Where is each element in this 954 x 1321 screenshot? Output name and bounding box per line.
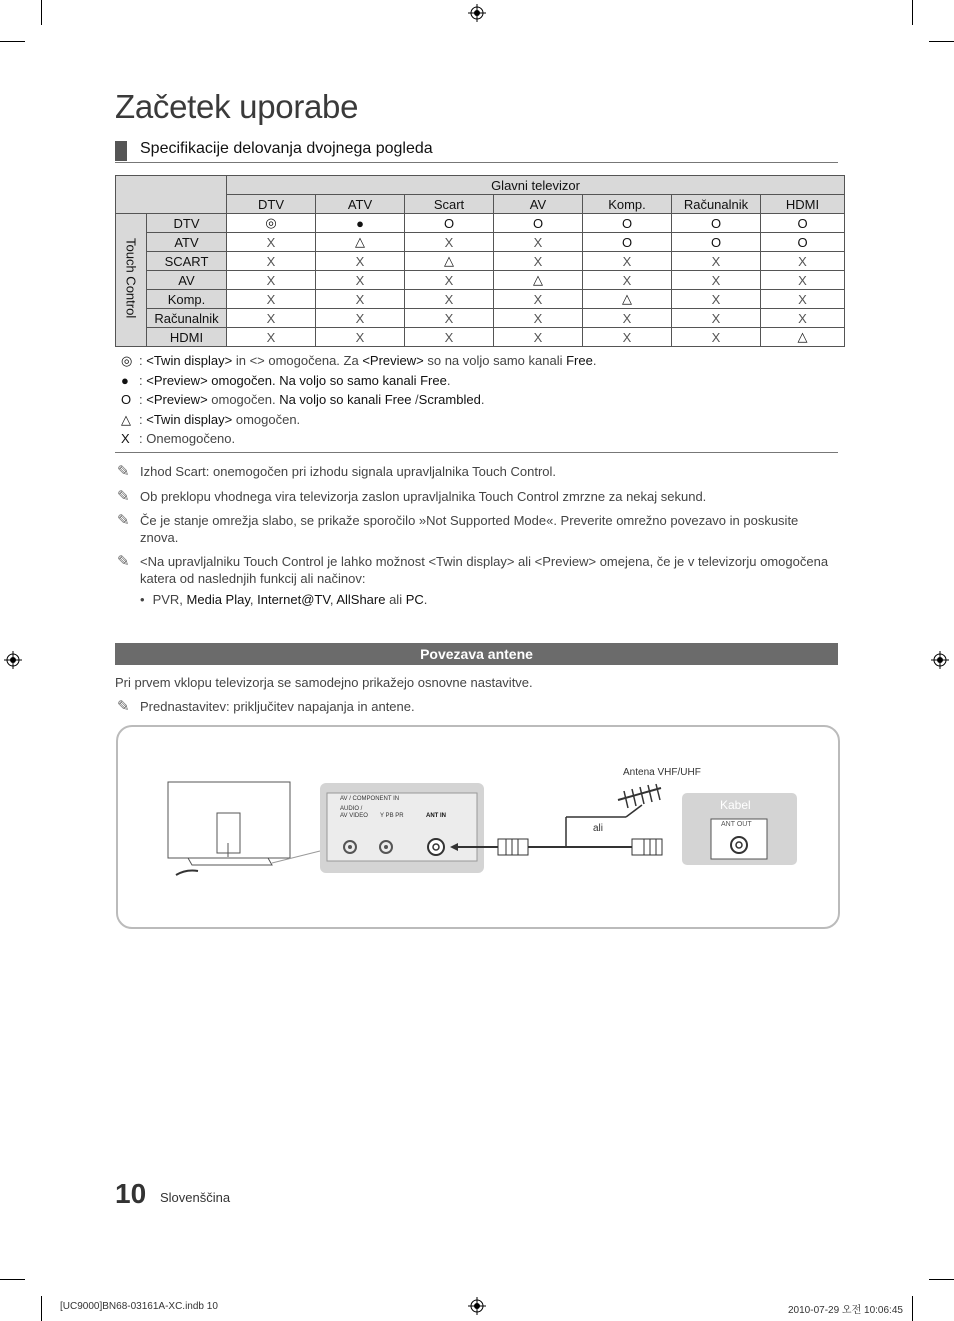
legend-item (121, 392, 484, 407)
crop-mark (912, 1296, 913, 1321)
legend-text: <Preview> (362, 353, 424, 368)
table-cell: △ (494, 271, 583, 290)
pencil-note-icon: ✎ (117, 488, 130, 505)
table-cell: X (316, 271, 405, 290)
table-cell: O (583, 214, 672, 233)
legend-text: <Preview> (146, 372, 208, 388)
table-corner (116, 176, 227, 214)
table-cell: X (672, 271, 761, 290)
crosshair-registration-icon (931, 651, 949, 669)
panel-audio-label: AUDIO / (340, 806, 363, 812)
legend-text: <Preview> (146, 392, 208, 407)
bullet-text: , (329, 592, 337, 607)
bullet-text: . (423, 592, 428, 607)
table-cell: ◎ (227, 214, 316, 233)
table-cell: X (227, 271, 316, 290)
legend-text: omogočen. Na voljo so samo kanali (207, 372, 421, 388)
legend-text: : (139, 372, 147, 388)
bullet-text: , (249, 592, 258, 607)
legend-text: / (411, 392, 419, 407)
table-cell: X (494, 309, 583, 328)
table-cell: X (405, 271, 494, 290)
legend-item (121, 412, 300, 428)
pencil-note-icon: ✎ (117, 553, 130, 570)
language-label: Slovenščina (160, 1190, 231, 1205)
table-cell: O (761, 214, 845, 233)
row-header: Računalnik (147, 309, 227, 328)
legend-text: Free (566, 353, 593, 368)
table-cell: X (494, 252, 583, 271)
legend-text: : (139, 353, 147, 368)
bullet-text: PC (405, 592, 424, 607)
legend-symbol: ● (121, 372, 129, 388)
or-label: ali (593, 823, 604, 834)
table-cell: X (227, 309, 316, 328)
page-number: 10 (115, 1178, 147, 1209)
legend-text: Scrambled (418, 392, 481, 407)
table-cell: O (761, 233, 845, 252)
table-cell: X (227, 290, 316, 309)
bullet-text: Internet@TV (257, 592, 330, 607)
pencil-note-icon: ✎ (117, 463, 130, 480)
legend-item (121, 373, 450, 388)
legend-item (121, 431, 235, 446)
table-cell: △ (583, 290, 672, 309)
footer-timestamp: 2010-07-29 오전 10:06:45 (788, 1305, 903, 1316)
footer-file-info: [UC9000]BN68-03161A-XC.indb 10 (60, 1301, 218, 1312)
legend-text: . (446, 372, 451, 388)
table-cell: X (227, 328, 316, 347)
panel-top-label: AV / COMPONENT IN (340, 796, 400, 802)
note-item: ✎ Če je stanje omrežja slabo, se prikaže sporočilo »Not Supported Mode«. Preverite omrežno povezavo in poskusite znova. (117, 512, 799, 545)
crop-mark (0, 41, 25, 42)
ant-out-label: ANT OUT (721, 821, 752, 828)
legend-symbol: ◎ (121, 353, 133, 368)
crop-mark (41, 1296, 42, 1321)
table-cell: X (405, 233, 494, 252)
cable-label: Kabel (720, 798, 751, 812)
note-item: ✎ <Na upravljalniku Touch Control je lahko možnost <Twin display> ali <Preview> omejena, če je v televizorju omogočena katera od naslednjih funkcij ali načinov: (117, 553, 829, 586)
table-row (116, 252, 845, 271)
group-header: Glavni televizor (227, 176, 845, 195)
legend-text: <Twin display> (146, 353, 233, 368)
row-header: HDMI (147, 328, 227, 347)
table-cell: X (672, 309, 761, 328)
pencil-note-icon: ✎ (117, 698, 130, 715)
table-cell: X (761, 252, 845, 271)
row-header: ATV (147, 233, 227, 252)
table-cell: O (583, 233, 672, 252)
bullet-text: Media Play (186, 592, 250, 607)
pencil-note-icon: ✎ (117, 512, 130, 529)
note-item: ✎ Ob preklopu vhodnega vira televizorja zaslon upravljalnika Touch Control zmrzne za nekaj sekund. (117, 488, 707, 505)
column-header: Komp. (583, 195, 672, 214)
column-header: HDMI (761, 195, 845, 214)
crosshair-registration-icon (468, 1297, 486, 1315)
table-cell: X (583, 271, 672, 290)
table-cell: X (494, 328, 583, 347)
row-header: SCART (147, 252, 227, 271)
row-header: AV (147, 271, 227, 290)
legend-text: . (592, 353, 597, 368)
antenna-label: Antena VHF/UHF (623, 767, 701, 778)
antenna-section-band: Povezava antene (115, 643, 838, 665)
legend-text: : (139, 392, 147, 407)
legend-text: in <> omogočena. Za (232, 353, 363, 368)
legend-text: so na voljo samo kanali (423, 353, 567, 368)
legend-text: omogočen. (207, 392, 280, 407)
legend-text: Na voljo so kanali Free (279, 392, 412, 407)
table-cell: ● (316, 214, 405, 233)
table-cell: O (494, 214, 583, 233)
table-cell: X (316, 290, 405, 309)
legend-text: : (139, 431, 147, 446)
column-header: ATV (316, 195, 405, 214)
legend-symbol: X (121, 431, 130, 446)
table-cell: X (583, 328, 672, 347)
panel-ant-in-label: ANT IN (426, 813, 446, 819)
table-cell: X (672, 252, 761, 271)
legend-text: Onemogočeno. (146, 431, 236, 446)
divider (115, 162, 838, 163)
table-cell: X (672, 328, 761, 347)
table-cell: X (405, 290, 494, 309)
table-cell: X (583, 309, 672, 328)
legend-text: omogočen. (232, 411, 301, 427)
section-heading: Specifikacije delovanja dvojnega pogleda (140, 140, 433, 157)
bullet-text: ali (385, 592, 406, 607)
table-cell: X (672, 290, 761, 309)
crop-mark (929, 41, 954, 42)
panel-av-label: AV VIDEO (340, 813, 368, 819)
table-cell: X (316, 328, 405, 347)
bullet-text: PVR, (152, 592, 187, 607)
legend-text: . (480, 392, 485, 407)
bullet-text: AllShare (336, 592, 386, 607)
table-cell: X (316, 309, 405, 328)
row-header: Komp. (147, 290, 227, 309)
table-cell: X (761, 309, 845, 328)
column-header: Računalnik (672, 195, 761, 214)
crosshair-registration-icon (468, 4, 486, 22)
table-cell: O (672, 233, 761, 252)
legend-text: : (139, 411, 147, 427)
panel-ypbpr-label: Y PB PR (380, 813, 404, 819)
column-header: AV (494, 195, 583, 214)
table-cell: X (227, 233, 316, 252)
table-cell: X (227, 252, 316, 271)
table-cell: X (761, 290, 845, 309)
table-cell: X (316, 252, 405, 271)
table-cell: △ (761, 328, 845, 347)
table-row (116, 290, 845, 309)
crop-mark (41, 0, 42, 25)
crop-mark (0, 1279, 25, 1280)
row-header: DTV (147, 214, 227, 233)
table-row (116, 214, 845, 233)
antenna-note: ✎ Prednastavitev: priključitev napajanja in antene. (117, 698, 415, 715)
crop-mark (929, 1279, 954, 1280)
table-cell: O (672, 214, 761, 233)
crop-mark (912, 0, 913, 25)
legend-symbol: O (121, 392, 132, 407)
table-row (116, 271, 845, 290)
legend-text: <Twin display> (146, 411, 233, 427)
legend-text: Free (420, 372, 447, 388)
bullet-dot: • (140, 592, 145, 607)
legend-symbol: △ (121, 411, 131, 427)
table-cell: X (494, 290, 583, 309)
divider (115, 452, 838, 453)
table-cell: X (405, 309, 494, 328)
table-row (116, 328, 845, 347)
table-cell: X (494, 233, 583, 252)
bullet-item (140, 592, 427, 607)
antenna-intro: Pri prvem vklopu televizorja se samodejno prikažejo osnovne nastavitve. (115, 675, 533, 690)
table-row (116, 309, 845, 328)
table-cell: X (761, 271, 845, 290)
table-cell: O (405, 214, 494, 233)
crosshair-registration-icon (4, 651, 22, 669)
page-title: Začetek uporabe (115, 88, 359, 125)
table-row (116, 233, 845, 252)
table-cell: X (583, 252, 672, 271)
column-header: DTV (227, 195, 316, 214)
side-label: Touch Control (116, 214, 147, 347)
table-cell: △ (405, 252, 494, 271)
table-cell: △ (316, 233, 405, 252)
section-marker (115, 141, 127, 161)
legend-item (121, 353, 596, 369)
note-item: ✎ Izhod Scart: onemogočen pri izhodu signala upravljalnika Touch Control. (117, 463, 557, 480)
table-cell: X (405, 328, 494, 347)
column-header: Scart (405, 195, 494, 214)
twin-view-spec-table (115, 175, 845, 347)
